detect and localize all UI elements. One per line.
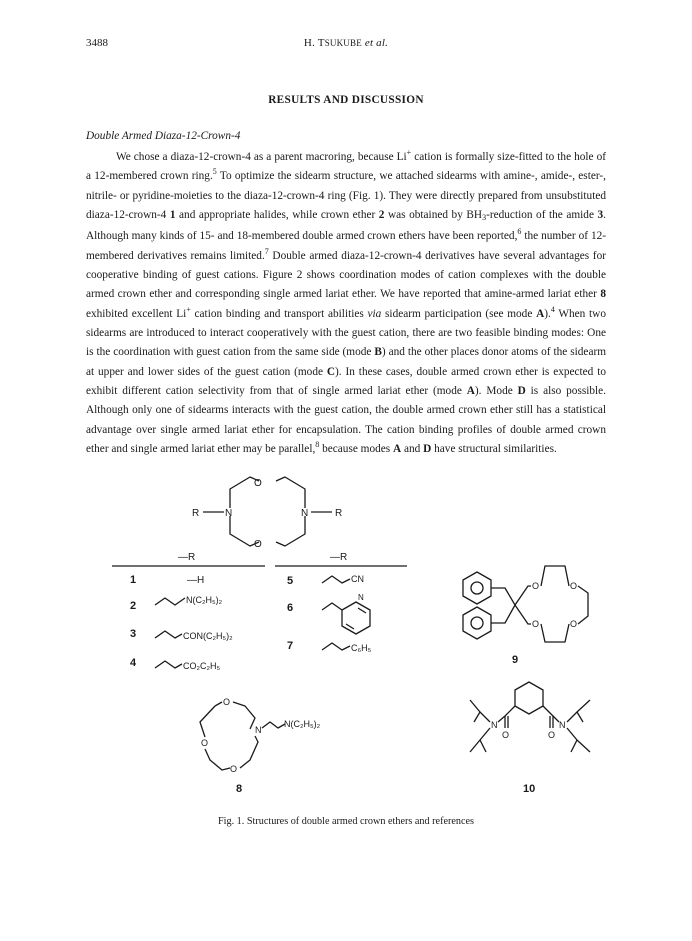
substituent-6: N (358, 593, 364, 602)
c8-arm: N(C₂H₅)₂ (284, 719, 321, 729)
core-nitrogen-right: N (301, 508, 309, 519)
core-nitrogen-left: N (225, 508, 233, 519)
arm-6 (322, 603, 342, 610)
compound-ref-8: 8 (600, 288, 606, 301)
compound-9-structure (463, 566, 588, 642)
substituent-2: N(C₂H₅)₂ (186, 595, 223, 605)
compound-number-10: 10 (523, 783, 536, 795)
running-head-author-small: SUKUBE (324, 38, 362, 48)
c10-oxygen-2: O (548, 730, 556, 740)
core-r-right: R (335, 508, 343, 519)
running-head (0, 37, 692, 49)
substituent-1: —H (187, 575, 205, 586)
substituent-4: CO₂C₂H₅ (183, 661, 221, 671)
table-header-left: —R (178, 552, 196, 563)
compound-number-2: 2 (130, 600, 137, 612)
compound-number-6: 6 (287, 602, 294, 614)
compound-8-structure (200, 702, 285, 770)
arm-4 (155, 661, 182, 668)
c9-oxygen-2: O (570, 581, 578, 591)
diaza-crown-core-structure (203, 477, 332, 546)
compound-10-structure (470, 682, 590, 752)
body-paragraph: We chose a diaza-12-crown-4 as a parent macroring, because Li+ cation is formally size-fitted to the hole of a 12-membered crown ring.$^5$ To optimize the sidearm structure, we attached sidearms with amine-, amide-, ester-, nitrile- or pyridine-moieties to the diaza-12-crown-4 ring (Fig. 1). They were directly prepared from unsubstituted diaza-12-crown-4 1 and appropriate halides, while crown ether 2 was obtained by $BH_3$-reduction of the amide 3. Although many kinds of 15- and 18-membered double armed crown ethers have been reported,$^6$ the number of 12-membered derivatives remains limited.$^7$ Double armed diaza-12-crown-4 derivatives have several advantages for cooperative binding of guest cations. Figure 2 shows coordination modes of cation complexes with the double armed crown ether and corresponding single armed lariat ether. We have reported that amine-armed lariat ether 8 exhibited excellent Li+ cation binding and transport abilities via sidearm participation (see mode A).$^4$ When two sidearms are introduced to interact cooperatively with the guest cation, there are two feasible binding modes: One is the coordination with guest cation from the same side (mode B) and the other places donor atoms of the sidearm at upper and lower sides of the guest cation (mode C). In these cases, double armed crown ether is expected to exhibit different cation selectivity from that of single armed lariat ether (mode A). Mode D is also possible. Although only one of sidearms interacts with the guest cation, the double armed crown ether still has a statistical advantage over single armed lariat ether for encapsulation. The cation binding profiles of double armed crown ether and single armed lariat ether may be parallel,$^8$ because modes A and D have structural similarities. (86, 148, 607, 456)
running-head-etal: et al. (364, 37, 389, 49)
citation-7: 7 (264, 246, 269, 256)
section-heading: RESULTS AND DISCUSSION (268, 94, 424, 106)
c8-oxygen-1: O (223, 697, 231, 707)
core-oxygen-bottom: O (254, 539, 262, 550)
c10-nitrogen-2: N (559, 720, 566, 730)
c9-oxygen-3: O (532, 619, 540, 629)
c8-oxygen-2: O (201, 738, 209, 748)
figure-caption: Fig. 1. Structures of double armed crown ethers and references (217, 816, 474, 827)
citation-4: 4 (550, 304, 555, 314)
page-number: 3488 (86, 37, 108, 49)
c10-oxygen-1: O (502, 730, 510, 740)
compound-number-8: 8 (236, 783, 243, 795)
citation-5: 5 (212, 167, 217, 177)
compound-number-3: 3 (130, 628, 137, 640)
c8-nitrogen: N (255, 725, 262, 735)
substituent-7: C₆H₅ (351, 643, 372, 653)
citation-8: 8 (315, 440, 320, 450)
running-head-author: H. T (303, 37, 325, 49)
compound-ref-3: 3 (597, 209, 604, 222)
subsection-heading: Double Armed Diaza-12-Crown-4 (86, 130, 241, 142)
body-text (86, 148, 606, 460)
compound-number-7: 7 (287, 640, 294, 652)
figure-1 (0, 460, 692, 810)
compound-number-4: 4 (130, 657, 137, 669)
core-oxygen-top: O (254, 478, 262, 489)
substituent-3: CON(C₂H₅)₂ (183, 631, 233, 641)
c10-nitrogen-1: N (491, 720, 498, 730)
compound-number-5: 5 (287, 575, 294, 587)
arm-2 (155, 598, 185, 605)
c8-oxygen-3: O (230, 764, 238, 774)
compound-number-1: 1 (130, 574, 137, 586)
table-header-right: —R (330, 552, 348, 563)
citation-6: 6 (517, 227, 522, 237)
core-r-left: R (192, 508, 200, 519)
compound-ref-2: 2 (378, 209, 385, 222)
arm-7 (322, 643, 350, 650)
pyridine-ring (342, 602, 370, 634)
substituent-5: CN (351, 574, 364, 584)
c9-oxygen-4: O (570, 619, 578, 629)
compound-number-9: 9 (512, 654, 519, 666)
c9-oxygen-1: O (532, 581, 540, 591)
compound-ref-1: 1 (169, 209, 176, 222)
arm-5 (322, 576, 350, 583)
arm-3 (155, 631, 182, 638)
